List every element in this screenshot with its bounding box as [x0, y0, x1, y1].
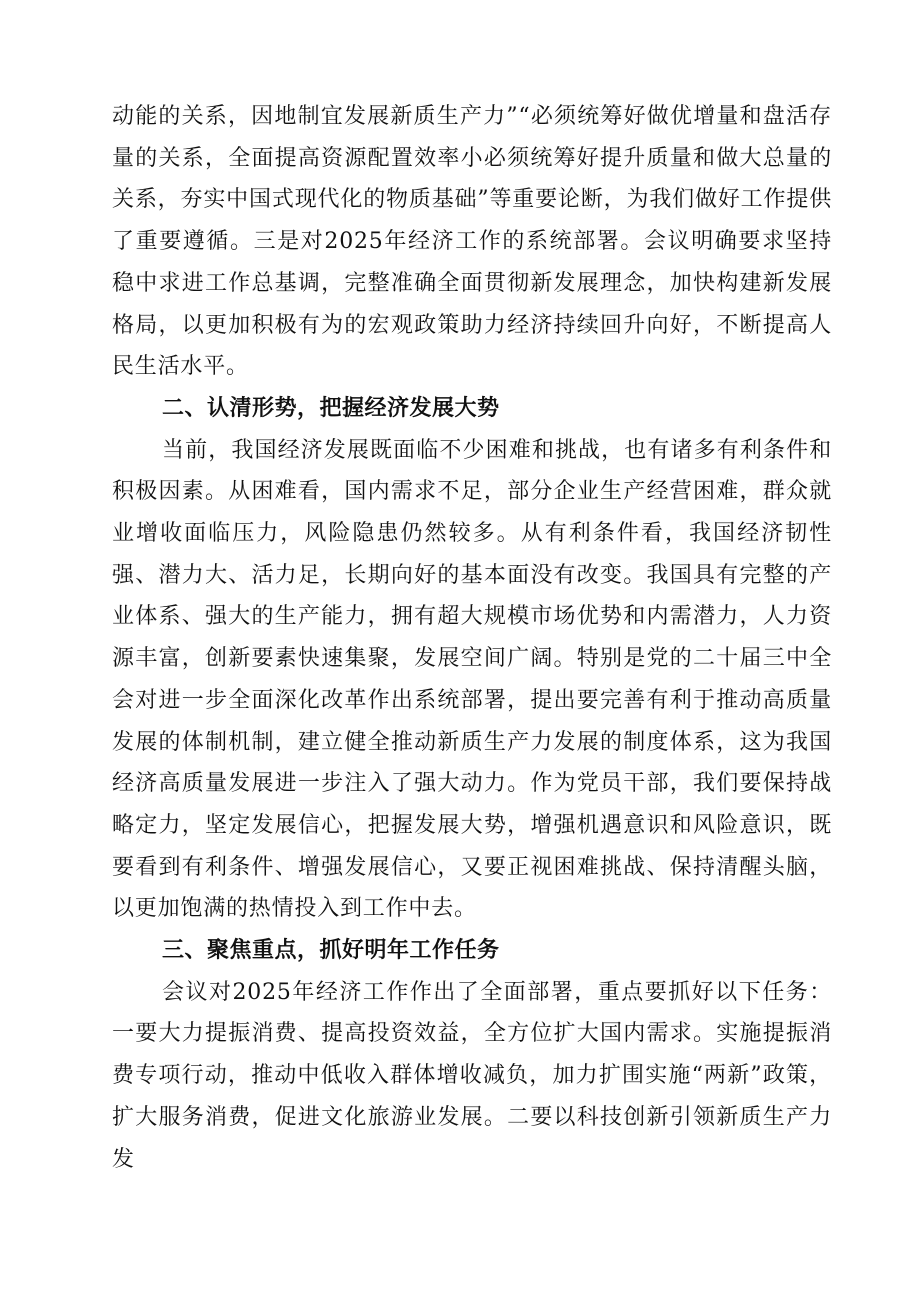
paragraph-tasks: 会议对2025年经济工作作出了全面部署，重点要抓好以下任务：一要大力提振消费、提高投资效益，全方位扩大国内需求。实施提振消费专项行动，推动中低收入群体增收减负，加力扩围实施“两新”政策，扩大服务消费，促进文化旅游业发展。二要以科技创新引领新质生产力发 [112, 979, 832, 1172]
paragraph-situation: 当前，我国经济发展既面临不少困难和挑战，也有诸多有利条件和积极因素。从困难看，国内需求不足，部分企业生产经营困难，群众就业增收面临压力，风险隐患仍然较多。从有利条件看，我国经济韧性强、潜力大、活力足，长期向好的基本面没有改变。我国具有完整的产业体系、强大的生产能力，拥有超大规模市场优势和内需潜力，人力资源丰富，创新要素快速集聚，发展空间广阔。特别是党的二十届三中全会对进一步全面深化改革作出系统部署，提出要完善有利于推动高质量发展的体制机制，建立健全推动新质生产力发展的制度体系，这为我国经济高质量发展进一步注入了强大动力。作为党员干部，我们要保持战略定力，坚定发展信心，把握发展大势，增强机遇意识和风险意识，既要看到有利条件、增强发展信心，又要正视困难挑战、保持清醒头脑，以更加饱满的热情投入到工作中去。 [112, 437, 832, 922]
section-heading-3: 三、聚焦重点，抓好明年工作任务 [162, 938, 500, 964]
section-heading-2: 二、认清形势，把握经济发展大势 [162, 395, 500, 421]
document-body [112, 96, 832, 1180]
paragraph-continuation: 动能的关系，因地制宜发展新质生产力”“必须统筹好做优增量和盘活存量的关系，全面提高资源配置效率小必须统筹好提升质量和做大总量的关系，夯实中国式现代化的物质基础”等重要论断，为我们做好工作提供了重要遵循。三是对2025年经济工作的系统部署。会议明确要求坚持稳中求进工作总基调，完整准确全面贯彻新发展理念，加快构建新发展格局，以更加积极有为的宏观政策助力经济持续回升向好，不断提高人民生活水平。 [112, 104, 832, 380]
